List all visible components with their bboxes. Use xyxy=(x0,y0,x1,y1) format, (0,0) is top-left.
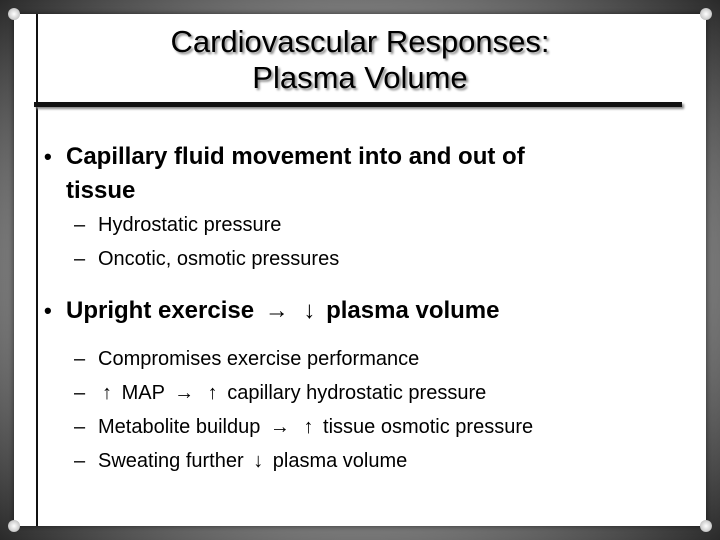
bullet-1-text-a: Capillary fluid movement into and out of xyxy=(66,143,525,170)
arrow-right-icon: → xyxy=(174,382,195,404)
arrow-down-icon: ↓ xyxy=(253,450,264,472)
title-line-1: Cardiovascular Responses: xyxy=(170,24,550,59)
sub-bullet-2-2 xyxy=(40,376,680,410)
bullet-2 xyxy=(40,294,680,328)
sub-bullet-text: Hydrostatic pressure xyxy=(98,214,282,236)
sub-bullet-text: Oncotic, osmotic pressures xyxy=(98,248,340,270)
sub-bullet-1-1 xyxy=(40,208,680,242)
sub-bullet-2-3 xyxy=(40,410,680,444)
title-underline xyxy=(34,102,682,107)
arrow-up-icon: ↑ xyxy=(303,416,314,438)
corner-rivet-icon xyxy=(8,8,20,20)
sub-bullet-2-4 xyxy=(40,444,680,478)
sub-bullet-text-b: plasma volume xyxy=(272,450,408,472)
arrow-right-icon: → xyxy=(264,297,289,324)
sub-bullet-text-b: capillary hydrostatic pressure xyxy=(227,382,487,404)
corner-rivet-icon xyxy=(8,520,20,532)
bullet-2-post: plasma volume xyxy=(326,297,500,324)
sub-bullet-text-a: Metabolite buildup xyxy=(98,416,261,438)
arrow-right-icon: → xyxy=(269,416,290,438)
arrow-down-icon: ↓ xyxy=(303,297,316,324)
dash-glyph: – xyxy=(74,416,86,438)
arrow-up-icon: ↑ xyxy=(207,382,218,404)
dash-glyph: – xyxy=(74,450,86,472)
sub-bullet-1-2 xyxy=(40,242,680,276)
dash-glyph: – xyxy=(74,348,86,370)
slide-body xyxy=(40,140,680,478)
bullet-2-pre: Upright exercise xyxy=(66,297,255,324)
dash-glyph: – xyxy=(74,248,86,270)
bullet-glyph: • xyxy=(44,298,52,323)
dash-glyph: – xyxy=(74,382,86,404)
corner-rivet-icon xyxy=(700,8,712,20)
title-line-2: Plasma Volume xyxy=(252,60,468,95)
sub-bullet-text: Compromises exercise performance xyxy=(98,348,420,370)
bullet-glyph: • xyxy=(44,144,52,169)
sub-bullet-text-b: tissue osmotic pressure xyxy=(323,416,534,438)
sub-bullet-2-1 xyxy=(40,342,680,376)
corner-rivet-icon xyxy=(700,520,712,532)
slide-title xyxy=(34,14,686,104)
sub-bullet-text-a: MAP xyxy=(121,382,165,404)
dash-glyph: – xyxy=(74,214,86,236)
sub-bullet-text-a: Sweating further xyxy=(98,450,244,472)
arrow-up-icon: ↑ xyxy=(102,382,112,404)
bullet-1 xyxy=(40,140,680,208)
bullet-1-text-b: tissue xyxy=(66,177,136,204)
